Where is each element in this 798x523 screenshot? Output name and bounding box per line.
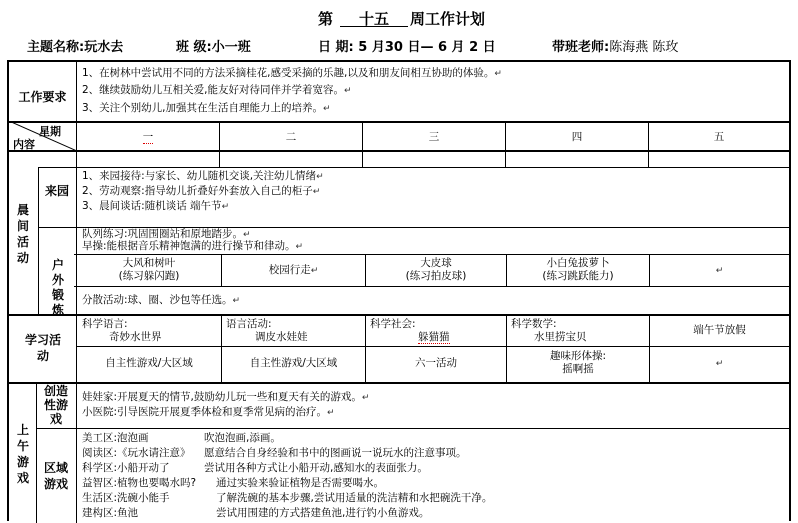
area-desc: 尝试用围建的方式搭建鱼池,进行钓小鱼游戏。 (216, 507, 430, 519)
day-header-mon: 一 (142, 131, 154, 143)
teacher-field: 带班老师:陈海燕 陈玫 (552, 40, 679, 55)
area-desc: 了解洗碗的基本步骤,尝试用适量的洗洁精和水把碗洗干净。 (216, 492, 493, 504)
area-zone: 美工区:泡泡画 (82, 432, 149, 444)
requirement-item: 3、关注个别幼儿,加强其在生活自理能力上的培养。↵ (82, 102, 331, 114)
outdoor-game-wed: 大皮球 (练习拍皮球) (405, 257, 467, 282)
study-activities-label: 学习活动 (24, 333, 61, 363)
study-second-tue: 自主性游戏/大区域 (249, 357, 338, 369)
day-header-fri: 五 (713, 131, 725, 143)
outdoor-exercise-label: 户外锻炼 (51, 258, 64, 317)
day-header-wed: 三 (428, 131, 440, 143)
area-games-label: 区域游戏 (43, 461, 68, 491)
date-field: 日 期: 5 月30 日— 6 月 2 日 (318, 40, 496, 55)
area-zone: 生活区:洗碗小能手 (82, 492, 170, 504)
study-second-thu: 趣味形体操: 摇啊摇 (549, 350, 607, 375)
header-content-label: 内容 (13, 138, 35, 151)
forenoon-games-label: 上午游戏 (16, 423, 29, 485)
area-zone: 阅读区:《玩水请注意》 (82, 447, 191, 459)
study-title-thu: 水里捞宝贝 (534, 331, 587, 343)
day-header-thu: 四 (571, 131, 583, 143)
day-header-tue: 二 (285, 131, 297, 143)
area-desc: 吹泡泡画,添画。 (204, 432, 281, 444)
morning-activities-label: 晨间活动 (16, 203, 29, 265)
arrival-item: 1、来园接待:与家长、幼儿随机交谈,关注幼儿情绪↵ (82, 170, 324, 182)
area-desc: 尝试用各种方式让小船开动,感知水的表面张力。 (204, 462, 428, 474)
area-desc: 愿意结合自身经验和书中的图画说一说玩水的注意事项。 (204, 447, 467, 459)
requirement-item: 2、继续鼓励幼儿互相关爱,能友好对待同伴并学着宽容。↵ (82, 84, 352, 96)
arrival-label: 来园 (44, 184, 69, 198)
study-subject-thu: 科学数学: (511, 318, 557, 330)
outdoor-game-tue: 校园行走↵ (268, 264, 319, 276)
arrival-item: 2、劳动观察:指导幼儿折叠好外套放入自己的柜子↵ (82, 185, 321, 197)
header-week-label: 星期 (39, 125, 61, 138)
study-second-fri: ↵ (715, 359, 724, 369)
study-title-tue: 调皮水娃娃 (255, 331, 308, 343)
requirement-item: 1、在树林中尝试用不同的方法采摘桂花,感受采摘的乐趣,以及和朋友间相互协助的体验。↵ (82, 67, 502, 79)
study-second-mon: 自主性游戏/大区域 (105, 357, 193, 369)
study-subject-tue: 语言活动: (226, 318, 272, 330)
theme-field: 主题名称:玩水去 (27, 40, 124, 55)
study-title-wed: 躲猫猫 (418, 331, 450, 343)
arrival-item: 3、晨间谈话:随机谈话 端午节↵ (82, 200, 230, 212)
title-prefix: 第 (318, 10, 334, 28)
area-zone: 建构区:鱼池 (82, 507, 139, 519)
week-plan-table (7, 60, 791, 521)
study-subject-wed: 科学社会: (370, 318, 416, 330)
area-desc: 通过实验来验证植物是否需要喝水。 (216, 477, 384, 489)
creative-item: 娃娃家:开展夏天的情节,鼓励幼儿玩一些和夏天有关的游戏。↵ (82, 391, 370, 403)
outdoor-game-fri: ↵ (715, 266, 724, 276)
area-zone: 益智区:植物也要喝水吗? (82, 477, 197, 489)
creative-games-label: 创造性游戏 (43, 384, 68, 426)
creative-item: 小医院:引导医院开展夏季体检和夏季常见病的治疗。↵ (82, 406, 335, 418)
outdoor-game-thu: 小白兔拔萝卜 (练习跳跃能力) (542, 257, 614, 282)
outdoor-item: 早操:能根据音乐精神饱满的进行操节和律动。↵ (82, 240, 304, 252)
title-week-number: 十五 (340, 8, 408, 27)
class-field: 班 级:小一班 (176, 40, 251, 55)
study-second-wed: 六一活动 (415, 357, 457, 369)
holiday-note: 端午节放假 (693, 324, 746, 336)
page-title (0, 6, 798, 30)
study-subject-mon: 科学语言: (82, 318, 128, 330)
outdoor-item: 队列练习:巩固围圈站和原地踏步。↵ (82, 228, 251, 240)
area-zone: 科学区:小船开动了 (82, 462, 170, 474)
title-suffix: 周工作计划 (410, 10, 486, 28)
split-activity: 分散活动:球、圈、沙包等任选。↵ (82, 294, 241, 306)
requirements-label: 工作要求 (18, 90, 67, 104)
study-title-mon: 奇妙水世界 (109, 331, 162, 343)
outdoor-game-mon: 大风和树叶 (练习躲闪跑) (118, 257, 180, 282)
